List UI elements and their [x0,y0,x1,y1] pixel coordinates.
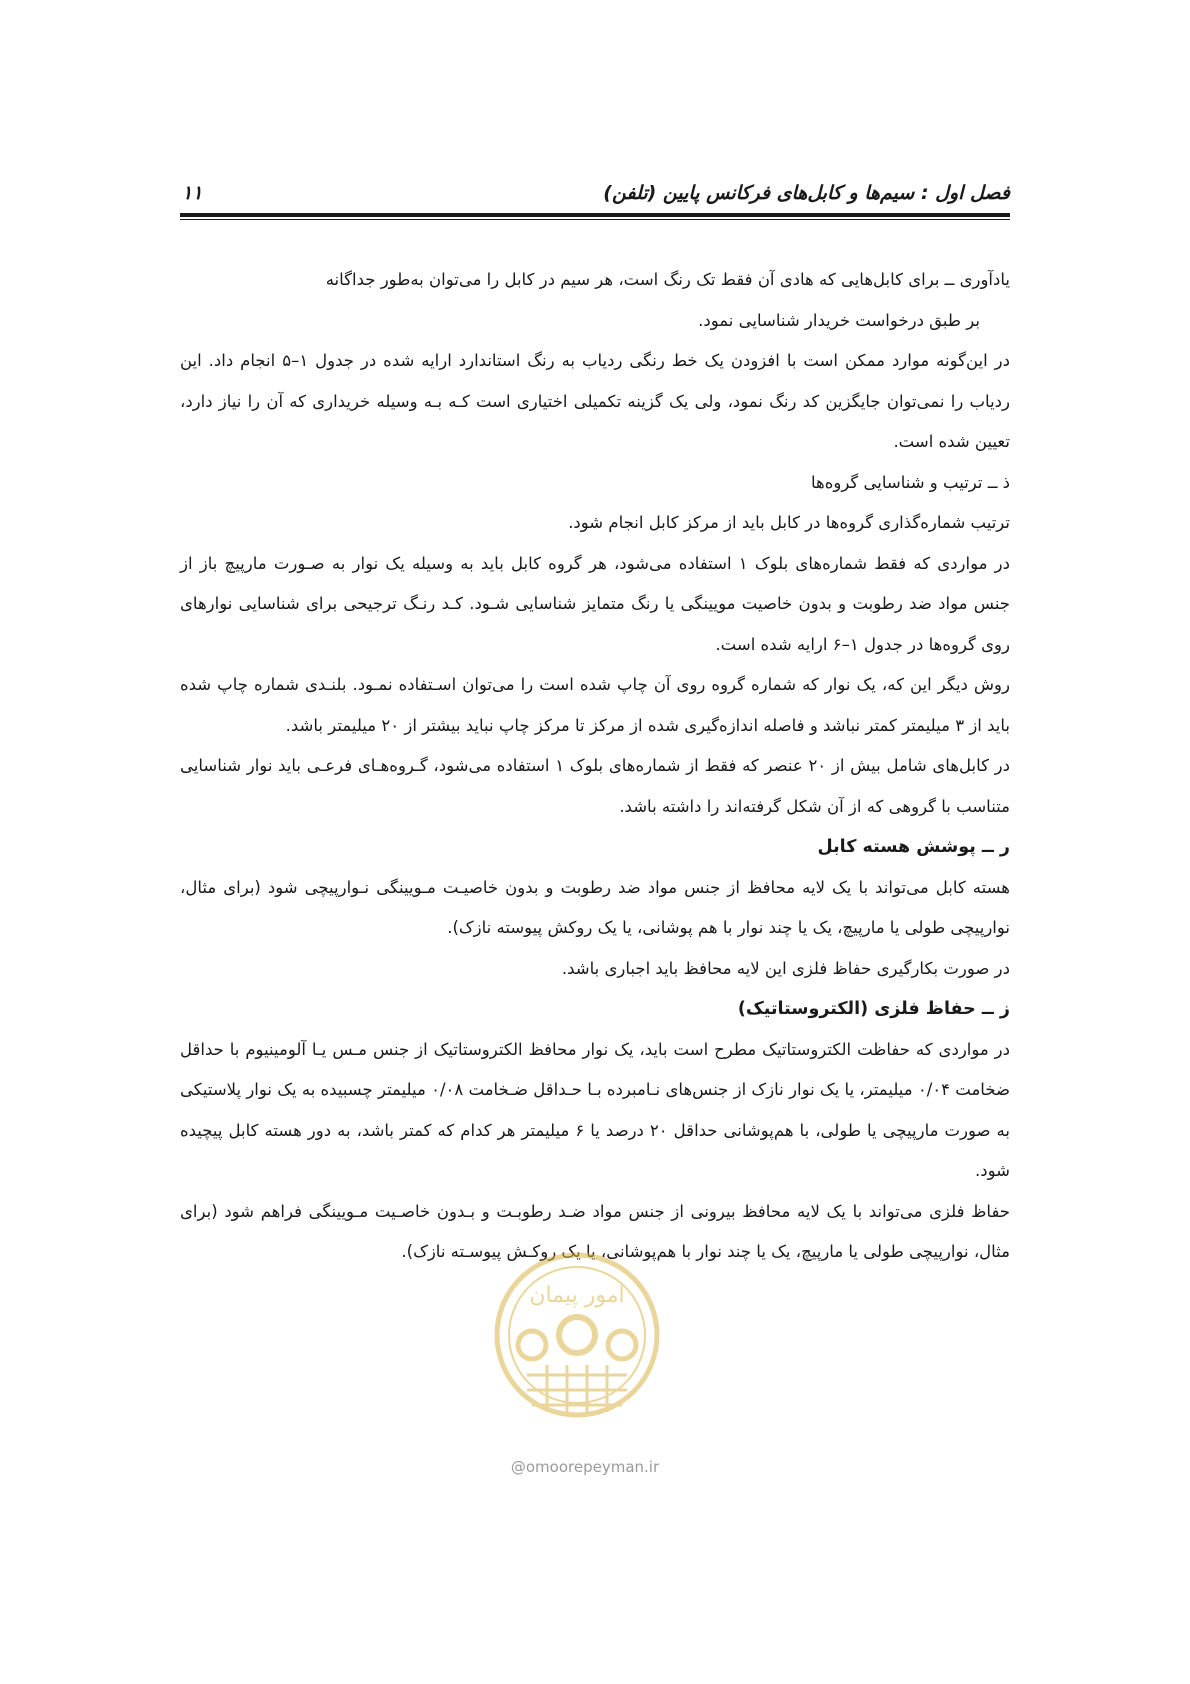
paragraph: در این‌گونه موارد ممکن است با افزودن یک خط رنگی ردیاب به رنگ استاندارد ارایه شده در جدول ۱–۵ انجام داد. این ردیاب را نمی‌توان جایگزین کد رنگ نمود، ولی یک گزینه تکمیلی اختیاری است کـه بـه وسیله خریداری که آن را نیاز دارد، تعیین شده است. [180,351,1010,451]
chapter-title: فصل اول : سیم‌ها و کابل‌های فرکانس پایین (تلفن) [603,182,1010,204]
section-heading-d: ذ ــ ترتیب و شناسایی گروه‌ها [810,472,1010,492]
watermark-logo-icon [487,1240,667,1440]
page-number: ۱۱ [182,182,203,204]
paragraph: حفاظ فلزی می‌تواند با یک لایه محافظ بیرونی از جنس مواد ضـد رطوبـت و بـدون خاصـیت مـویینگی فراهم شود (برای مثال، نوارپیچی طولی یا مارپیچ، یک یا چند نوار با هم‌پوشانی، یا یک روکـش پیوسـته نازک). [180,1201,1010,1261]
paragraph: در مواردی که حفاظت الکتروستاتیک مطرح است باید، یک نوار محافظ الکتروستاتیک از جنس مـس یـا آلومینیوم با حداقل ضخامت ۰/۰۴ میلیمتر، یا یک نوار نازک از جنس‌های نـامبرده بـا حـداقل ضـخامت ۰/۰۸ میلیمتر چسبیده به یک نوار پلاستیکی به صورت مارپیچی یا طولی، با هم‌پوشانی حداقل ۲۰ درصد یا ۶ میلیمتر هر کدام که کمتر باشد، به دور هسته کابل پیچیده شود. [180,1039,1010,1180]
section-heading-r: ر ــ پوشش هسته کابل [817,837,1010,857]
header-rule-thick [180,213,1010,217]
section-heading-z: ز ــ حفاظ فلزی (الکتروستاتیک) [737,999,1010,1019]
svg-text:امور پیمان: امور پیمان [529,1283,625,1308]
paragraph: روش دیگر این که، یک نوار که شماره گروه روی آن چاپ شده است را می‌توان اسـتفاده نمـود. بلنـدی شماره چاپ شده باید از ۳ میلیمتر کمتر نباشد و فاصله اندازه‌گیری شده از مرکز تا مرکز چاپ نباید بیشتر از ۲۰ میلیمتر باشد. [180,675,1010,735]
paragraph: در مواردی که فقط شماره‌های بلوک ۱ استفاده می‌شود، هر گروه کابل باید به وسیله یک نوار به صـورت مارپیچ باز از جنس مواد ضد رطوبت و بدون خاصیت مویینگی یا رنگ متمایز شناسایی شـود. کـد رنـگ ترجیحی برای شناسایی نوارهای روی گروه‌ها در جدول ۱–۶ ارایه شده است. [180,553,1010,654]
note-paragraph: یادآوری ــ برای کابل‌هایی که هادی آن فقط تک رنگ است، هر سیم در کابل را می‌توان به‌طور جداگانه [325,270,1010,289]
paragraph: در کابل‌های شامل بیش از ۲۰ عنصر که فقط از شماره‌های بلوک ۱ استفاده می‌شود، گـروه‌هـای فرعـی باید نوار شناسایی متناسب با گروهی که از آن شکل گرفته‌اند را داشته باشد. [180,756,1010,816]
paragraph: هسته کابل می‌تواند با یک لایه محافظ از جنس مواد ضد رطوبت و بدون خاصیـت مـویینگی نـوارپیچی شود (برای مثال، نوارپیچی طولی یا مارپیچ، یک یا چند نوار با هم پوشانی، یا یک روکش پیوسته نازک). [180,877,1010,937]
running-header [180,182,1010,216]
body-text [180,260,1010,1273]
note-paragraph-continued: بر طبق درخواست خریدار شناسایی نمود. [698,310,980,330]
watermark-url: @omoorepeyman.ir [510,1458,660,1476]
header-rule-thin [180,219,1010,220]
paragraph: ترتیب شماره‌گذاری گروه‌ها در کابل باید از مرکز کابل انجام شود. [568,513,1010,532]
paragraph: در صورت بکارگیری حفاظ فلزی این لایه محافظ باید اجباری باشد. [561,958,1010,978]
